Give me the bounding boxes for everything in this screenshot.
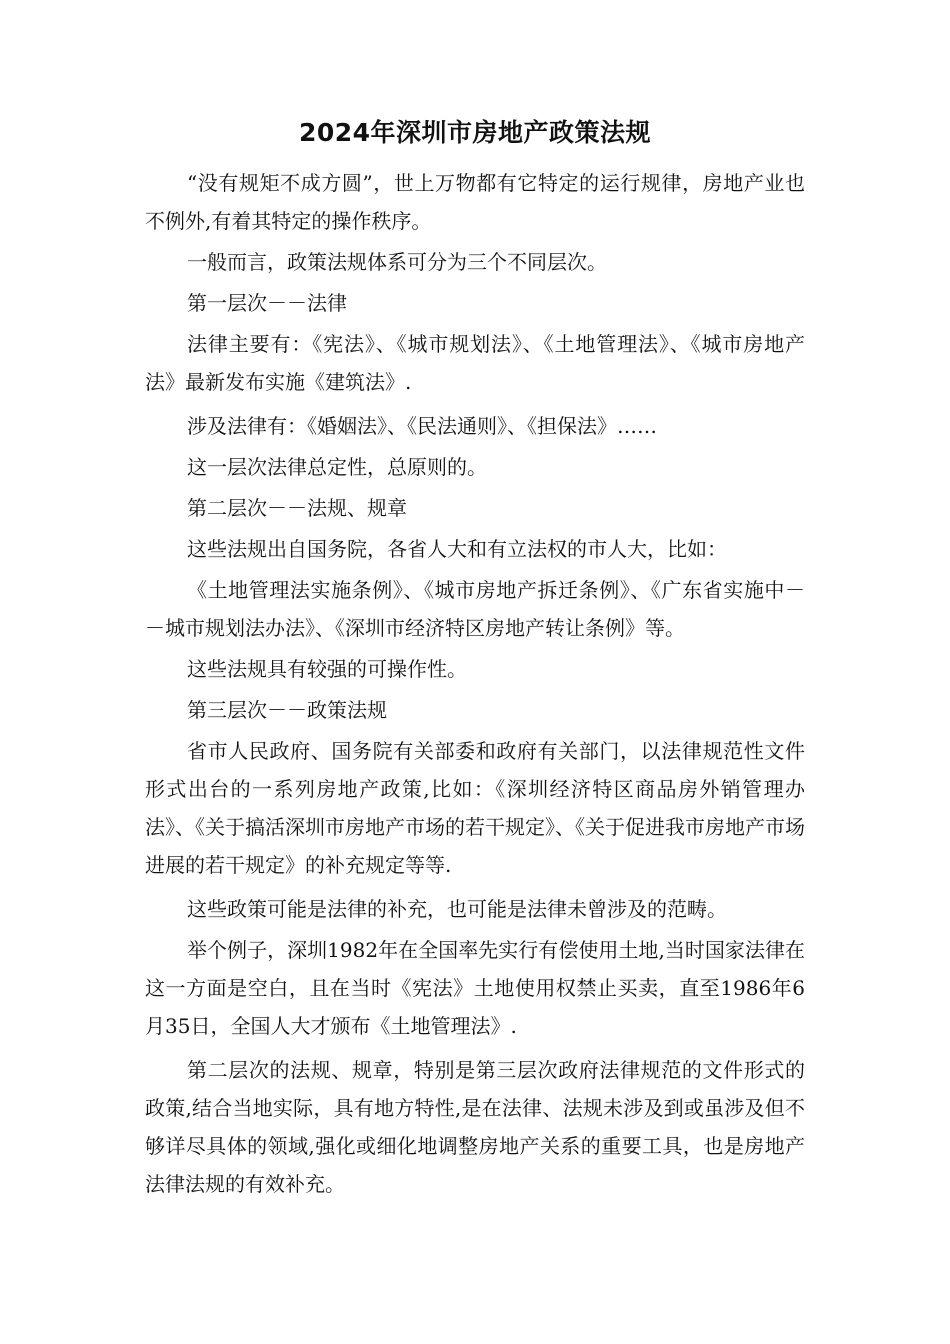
paragraph-main-laws: 法律主要有：《宪法》、《城市规划法》、《土地管理法》、《城市房地产法》最新发布实施《建筑法》. xyxy=(145,332,805,394)
document-page xyxy=(145,112,805,1206)
paragraph-shenzhen-example: 举个例子，深圳1982年在全国率先实行有偿使用土地,当时国家法律在这一方面是空白，且在当时《宪法》土地使用权禁止买卖，直至1986年6月35日，全国人大才颁布《土地管理法》. xyxy=(145,938,805,1038)
paragraph-conclusion: 第二层次的法规、规章，特别是第三层次政府法律规范的文件形式的政策,结合当地实际，具有地方特性,是在法律、法规未涉及到或虽涉及但不够详尽具体的领域,强化或细化地调整房地产关系的重要工具，也是房地产法律法规的有效补充。 xyxy=(145,1058,805,1196)
paragraph-policy-supplement: 这些政策可能是法律的补充，也可能是法律未曾涉及的范畴。 xyxy=(187,897,727,921)
paragraph-related-laws: 涉及法律有：《婚姻法》、《民法通则》、《担保法》…… xyxy=(187,414,657,438)
paragraph-intro: “没有规矩不成方圆”，世上万物都有它特定的运行规律，房地产业也不例外,有着其特定的操作秩序。 xyxy=(145,171,805,233)
heading-level-two: 第二层次－－法规、规章 xyxy=(187,496,407,520)
paragraph-policy-examples: 省市人民政府、国务院有关部委和政府有关部门，以法律规范性文件形式出台的一系列房地产政策,比如：《深圳经济特区商品房外销管理办法》、《关于搞活深圳市房地产市场的若干规定》、《关于促进我市房地产市场进展的若干规定》的补充规定等等. xyxy=(145,739,805,877)
paragraph-regulation-examples: 《土地管理法实施条例》、《城市房地产拆迁条例》、《广东省实施中－－城市规划法办法》、《深圳市经济特区房地产转让条例》等。 xyxy=(145,578,805,640)
document-title: 2024年深圳市房地产政策法规 xyxy=(298,118,652,147)
paragraph-levels-overview: 一般而言，政策法规体系可分为三个不同层次。 xyxy=(187,250,607,274)
paragraph-level-one-nature: 这一层次法律总定性，总原则的。 xyxy=(187,455,487,479)
heading-level-three: 第三层次－－政策法规 xyxy=(187,698,387,722)
heading-level-one: 第一层次－－法律 xyxy=(187,291,347,315)
paragraph-regulation-operability: 这些法规具有较强的可操作性。 xyxy=(187,657,467,681)
paragraph-regulation-sources: 这些法规出自国务院，各省人大和有立法权的市人大，比如： xyxy=(187,537,727,561)
